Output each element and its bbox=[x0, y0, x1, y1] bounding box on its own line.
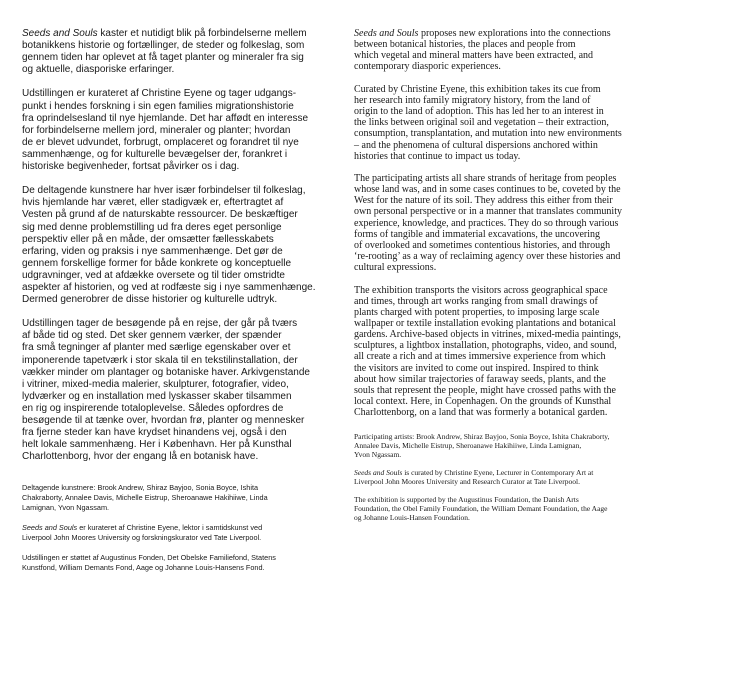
danish-curator-note bbox=[22, 523, 334, 543]
english-intro-paragraph bbox=[354, 28, 644, 73]
danish-support-note: Udstillingen er støttet af Augustinus Fonden, Det Obelske Familiefond, Statens Kunstfond, William Demants Fond, Aage og Johanne Louis-Hansens Fond. bbox=[22, 553, 276, 573]
english-artists-paragraph: The participating artists all share strands of heritage from peoples whose land was, and in some cases continues to be, coveted by the West for the nature of its soil. They address this either from their own personal perspective or in a manner that translates community experience, knowledge, and practices. They do so through various forms of tangible and immaterial excavations, the uncovering of overlooked and sometimes contentious histories, and through ‘re-rooting’ as a way of reclaiming agency over these histories and cultural expressions. bbox=[354, 173, 622, 274]
english-support-note: The exhibition is supported by the Augustinus Foundation, the Danish Arts Foundation, the Obel Family Foundation, the William Demant Foundation, the Aage og Johanne Louis-Hansen Foundation. bbox=[354, 494, 608, 522]
english-curator-note-text: is curated by Christine Eyene, Lecturer in Contemporary Art at Liverpool John Moores University and Research Curator at Tate Liverpool. bbox=[354, 468, 594, 486]
danish-intro-text: kaster et nutidigt blik på forbindelserne mellem botanikkens historie og fortællinger, de steder og folkeslag, som gennem tiden har oplevet at få taget planter og mineraler fra sig og aktuelle, diasporiske erfaringer. bbox=[22, 28, 307, 76]
danish-curator-note-text: er kurateret af Christine Eyene, lektor i samtidskunst ved Liverpool John Moores University og forskningskurator ved Tate Liverpool. bbox=[22, 523, 263, 543]
danish-exhibition-paragraph: Udstillingen tager de besøgende på en rejse, der går på tværs af både tid og sted. Det sker gennem værker, der spænder fra små tegninger af planter med særlige egenskaber over et imponerende tapetværk i stor skala til en tekstilinstallation, der vækker minder om plantager og botaniske haver. Arkivgenstande i vitriner, mixed-media malerier, skulpturer, fotografier, video, lydværker og en installation med lyskasser skaber tilsammen en rig og inspirerende totaloplevelse. Således opfordres de besøgende til at tænke over, hvordan frø, planter og mennesker fra fjerne steder kan have krydset hinandens vej, også i den helt lokale sammenhæng. Her i København. Her på Kunsthal Charlottenborg, hvor der engang lå en botanisk have. bbox=[22, 318, 310, 463]
exhibition-title: Seeds and Souls bbox=[22, 28, 98, 39]
english-intro-text: proposes new explorations into the connections between botanical histories, the places and people from which vegetal and mineral matters have been extracted, and contemporary diasporic experiences. bbox=[354, 28, 611, 73]
exhibition-title: Seeds and Souls bbox=[354, 28, 419, 39]
danish-intro-paragraph bbox=[22, 28, 334, 76]
english-column bbox=[354, 28, 644, 531]
exhibition-title: Seeds and Souls bbox=[22, 523, 78, 533]
danish-artists-paragraph: De deltagende kunstnere har hver især forbindelser til folkeslag, hvis hjemlande har været, eller stadigvæk er, eftertragtet af Vesten på grund af de naturskabte ressourcer. De beskæftiger sig med denne problemstilling ud fra deres eget personlige perspektiv eller på en måde, der omsætter fællesskabets erfaring, viden og praksis i nye sammenhænge. Det gør de gennem forskellige former for både konkrete og konceptuelle udgravninger, ved at afdække oversete og til tider omstridte aspekter af historien, og ved at rodfæste sig i nye sammenhænge. Dermed generobrer de disse historier og kulturelle udtryk. bbox=[22, 185, 316, 306]
danish-curator-paragraph: Udstillingen er kurateret af Christine Eyene og tager udgangs- punkt i hendes forskning i sin egen families migrationshistorie fra oprindelsesland til nye hjemlande. Det har affødt en interesse for forbindelserne mellem jord, mineraler og planter; hvordan de er blevet udvundet, forbrugt, omplaceret og forandret til nye sammenhænge, og for kulturelle bevægelser der, forankret i historiske begivenheder, fortsat påvirker os i dag. bbox=[22, 88, 309, 173]
english-exhibition-paragraph: The exhibition transports the visitors across geographical space and times, through art works ranging from small drawings of plants charged with potent properties, to imposing large scale wallpaper or textile installation evoking plantations and botanical gardens. Archive-based objects in vitrines, mixed-media paintings, sculptures, a lightbox installation, photographs, video, and sound, all create a rich and at times immersive experience from which the visitors are invited to come out inspired. Inspired to think about how similar trajectories of faraway seeds, plants, and the souls that represent the people, might have crossed paths with the local context. Here, in Copenhagen. On the grounds of Kunsthal Charlottenborg, on a land that was formerly a botanical garden. bbox=[354, 284, 621, 419]
danish-column bbox=[22, 28, 334, 583]
danish-participating-artists: Deltagende kunstnere: Brook Andrew, Shiraz Bayjoo, Sonia Boyce, Ishita Chakraborty, Annalee Davis, Michelle Eistrup, Sheroanawe Hakihiiwe, Linda Lamignan, Yvon Ngassam. bbox=[22, 483, 268, 513]
english-curator-note bbox=[354, 469, 644, 487]
english-curator-paragraph: Curated by Christine Eyene, this exhibition takes its cue from her research into family migratory history, from the land of origin to the land of adoption. This has led her to an interest in the links between original soil and vegetation – their extraction, consumption, transplantation, and mutation into new environments – and the phenomena of cultural dispersions anchored within histories that continue to impact us today. bbox=[354, 83, 622, 162]
english-participating-artists: Participating artists: Brook Andrew, Shiraz Bayjoo, Sonia Boyce, Ishita Chakraborty, Annalee Davis, Michelle Eistrup, Sheroanawe Hakihiiwe, Linda Lamignan, Yvon Ngassam. bbox=[354, 432, 610, 460]
exhibition-title: Seeds and Souls bbox=[354, 468, 403, 478]
